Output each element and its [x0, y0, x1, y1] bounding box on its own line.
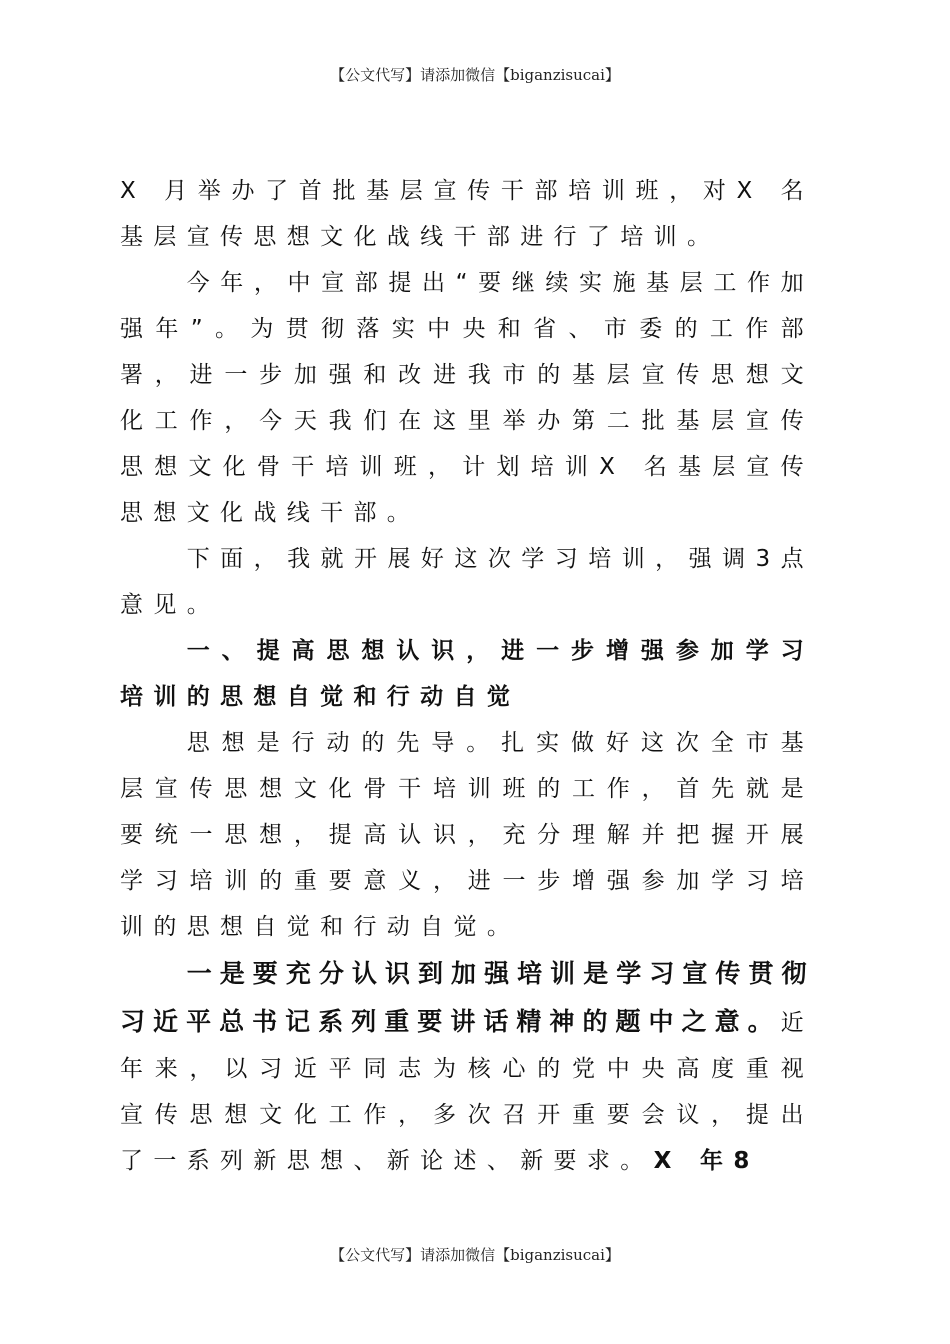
- paragraph-3: 下面，我就开展好这次学习培训，强调3点意见。: [120, 546, 814, 618]
- paragraph-5-emphasis: 一是要充分认识到加强培训是学习宣传贯彻习近平总书记系列重要讲话精神的题中之意。: [120, 959, 814, 1036]
- paragraph-5-tail: X 年8: [653, 1148, 760, 1174]
- paragraph-5: [120, 950, 814, 1184]
- paragraph-1: X 月举办了首批基层宣传干部培训班，对X 名基层宣传思想文化战线干部进行了培训。: [120, 178, 814, 250]
- paragraph-5-text: 近年来，以习近平同志为核心的党中央高度重视宣传思想文化工作，多次召开重要会议，提出了一系列新思想、新论述、新要求。: [120, 1010, 814, 1174]
- section-heading-1: 一、提高思想认识，进一步增强参加学习培训的思想自觉和行动自觉: [120, 638, 814, 710]
- page-header: 【公文代写】请添加微信【biganzisucai】: [330, 66, 620, 84]
- paragraph-2: 今年，中宣部提出“要继续实施基层工作加强年”。为贯彻落实中央和省、市委的工作部署，进一步加强和改进我市的基层宣传思想文化工作，今天我们在这里举办第二批基层宣传思想文化骨干培训班，计划培训X 名基层宣传思想文化战线干部。: [120, 270, 814, 526]
- document-body: [120, 168, 814, 1184]
- paragraph-4: 思想是行动的先导。扎实做好这次全市基层宣传思想文化骨干培训班的工作，首先就是要统一思想，提高认识，充分理解并把握开展学习培训的重要意义，进一步增强参加学习培训的思想自觉和行动自觉。: [120, 730, 814, 940]
- page-footer: 【公文代写】请添加微信【biganzisucai】: [330, 1246, 620, 1264]
